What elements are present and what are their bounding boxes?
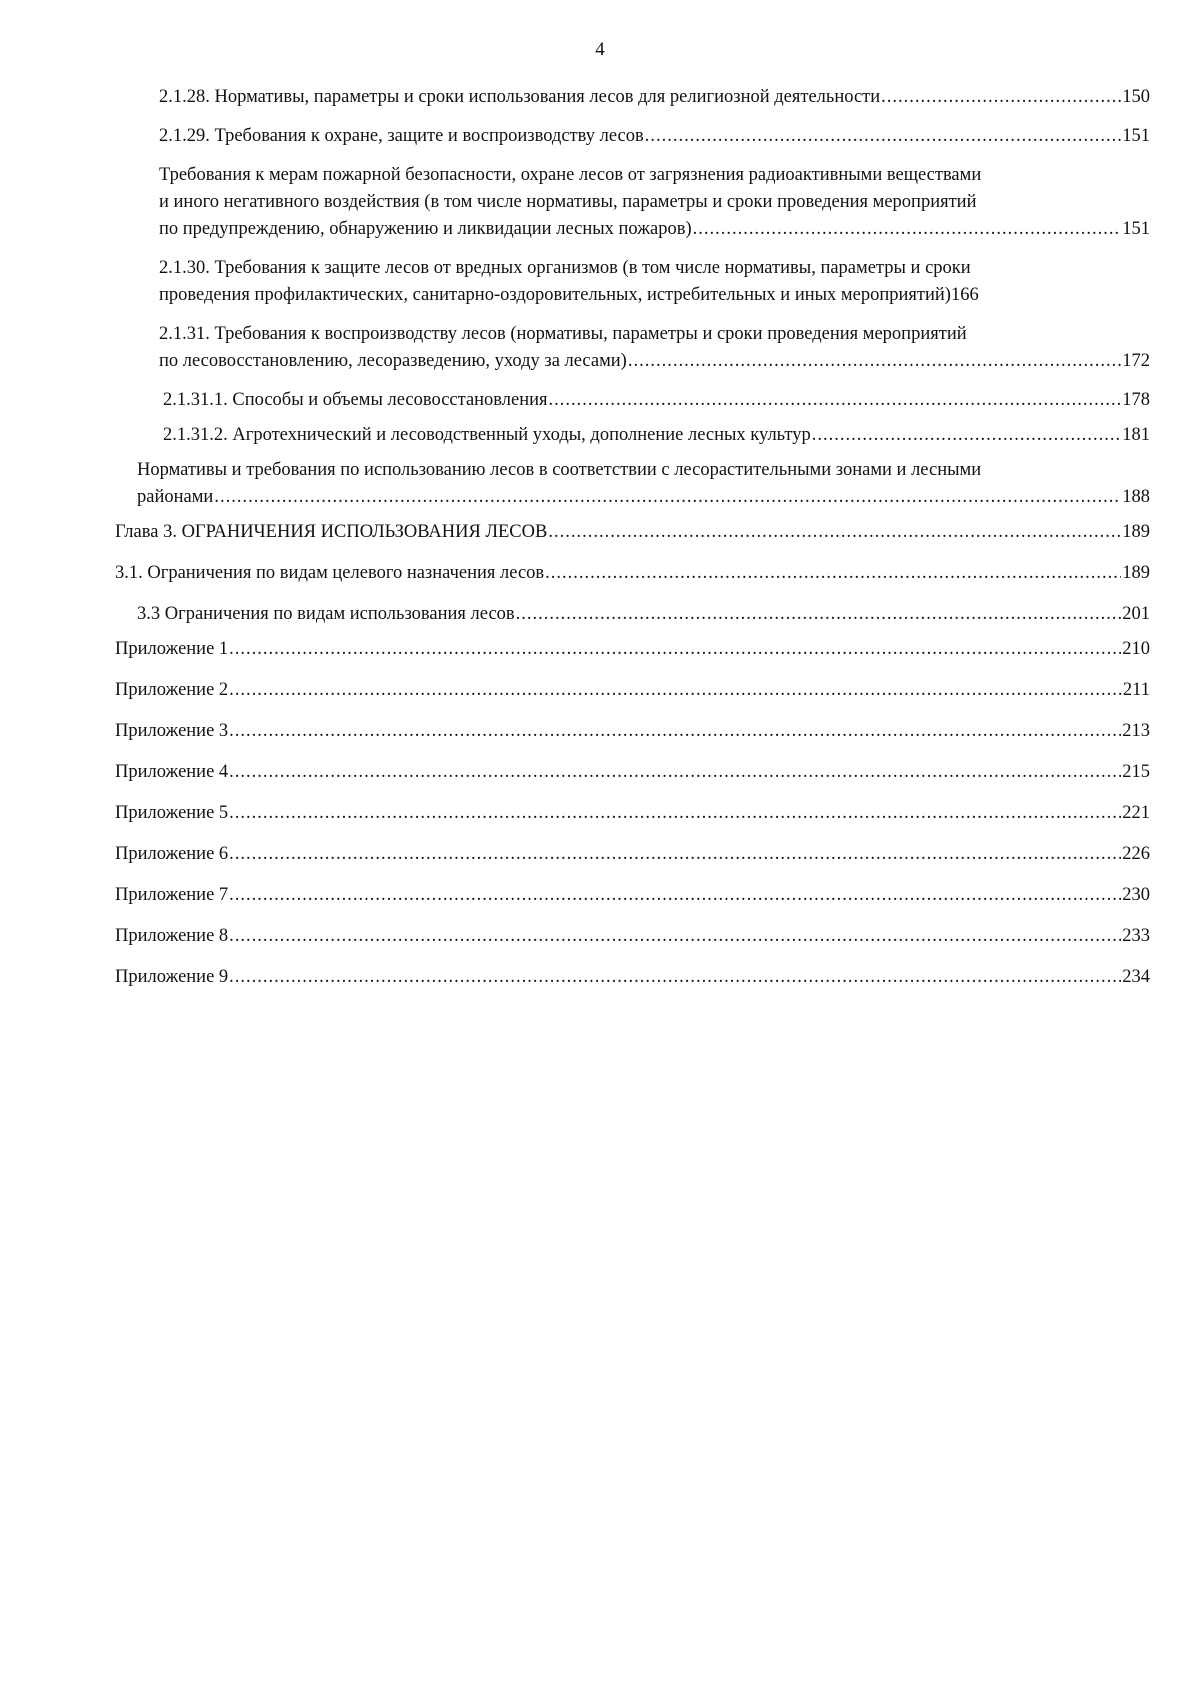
toc-entry-zone-norms[interactable]	[115, 457, 1150, 511]
toc-entry-appendix-3[interactable]	[115, 718, 1150, 745]
toc-leader-dots	[229, 964, 1121, 991]
toc-entry-title-line: по лесовосстановлению, лесоразведению, уходу за лесами)	[159, 351, 627, 371]
toc-leader-dots	[549, 387, 1122, 414]
toc-entry-appendix-6[interactable]	[115, 841, 1150, 868]
toc-entry-page: 189	[1122, 563, 1150, 583]
toc-leader-dots	[516, 601, 1122, 628]
toc-entry-appendix-9[interactable]	[115, 964, 1150, 991]
toc-entry-fire-safety[interactable]	[115, 162, 1150, 243]
toc-entry-title: Приложение 1	[115, 639, 229, 659]
toc-leader-dots	[229, 759, 1121, 786]
toc-entry-page: 188	[1122, 487, 1150, 507]
toc-entry-page: 215	[1122, 762, 1150, 782]
toc-entry-page: 201	[1122, 604, 1150, 624]
toc-entry-title: 2.1.31.1. Способы и объемы лесовосстановления	[163, 390, 548, 410]
table-of-contents	[115, 84, 1150, 991]
toc-entry-page: 234	[1122, 967, 1150, 987]
toc-leader-dots	[229, 841, 1121, 868]
toc-entry-page: 150	[1122, 87, 1150, 107]
toc-entry-title: Приложение 4	[115, 762, 229, 782]
toc-leader-dots	[229, 636, 1121, 663]
toc-entry-title: 2.1.31.2. Агротехнический и лесоводственный уходы, дополнение лесных культур	[163, 425, 811, 445]
toc-entry-3-3[interactable]	[115, 601, 1150, 628]
toc-leader-dots	[693, 216, 1122, 243]
toc-entry-title-line: 2.1.31. Требования к воспроизводству лесов (нормативы, параметры и сроки проведения мероприятий	[159, 324, 967, 344]
toc-entry-title: 2.1.28. Нормативы, параметры и сроки использования лесов для религиозной деятельности	[159, 87, 881, 107]
toc-entry-page: 211	[1122, 680, 1150, 700]
toc-entry-page: 181	[1122, 425, 1150, 445]
toc-entry-title-line: и иного негативного воздействия (в том числе нормативы, параметры и сроки проведения мероприятий	[159, 192, 977, 212]
toc-entry-title-line: районами	[137, 487, 214, 507]
toc-entry-appendix-1[interactable]	[115, 636, 1150, 663]
toc-entry-title: 3.1. Ограничения по видам целевого назначения лесов	[115, 563, 545, 583]
toc-entry-2-1-28[interactable]	[115, 84, 1150, 111]
toc-entry-page: 221	[1122, 803, 1150, 823]
toc-entry-title-line: проведения профилактических, санитарно-оздоровительных, истребительных и иных мероприятий)	[159, 285, 951, 305]
toc-entry-title: Приложение 8	[115, 926, 229, 946]
toc-entry-page: 210	[1122, 639, 1150, 659]
toc-entry-2-1-29[interactable]	[115, 123, 1150, 150]
toc-entry-page: 230	[1122, 885, 1150, 905]
toc-entry-page: 178	[1122, 390, 1150, 410]
toc-entry-title: Приложение 6	[115, 844, 229, 864]
toc-entry-title-line: Нормативы и требования по использованию лесов в соответствии с лесорастительными зонами и лесными	[137, 460, 982, 480]
toc-entry-page: 151	[1122, 219, 1150, 239]
toc-entry-page: 166	[950, 285, 979, 305]
toc-entry-page: 213	[1122, 721, 1150, 741]
toc-entry-title: Приложение 7	[115, 885, 229, 905]
toc-entry-page: 233	[1122, 926, 1150, 946]
toc-leader-dots	[548, 519, 1121, 546]
toc-entry-2-1-31[interactable]	[115, 321, 1150, 375]
toc-entry-chapter-3[interactable]	[115, 519, 1150, 546]
toc-entry-title-line: 2.1.30. Требования к защите лесов от вредных организмов (в том числе нормативы, параметры и сроки	[159, 258, 971, 278]
toc-leader-dots	[645, 123, 1122, 150]
toc-entry-title-line: по предупреждению, обнаружению и ликвидации лесных пожаров)	[159, 219, 692, 239]
toc-entry-title: Глава 3. ОГРАНИЧЕНИЯ ИСПОЛЬЗОВАНИЯ ЛЕСОВ	[115, 522, 548, 542]
toc-entry-appendix-8[interactable]	[115, 923, 1150, 950]
toc-leader-dots	[214, 484, 1121, 511]
toc-leader-dots	[229, 923, 1121, 950]
toc-entry-2-1-30[interactable]	[115, 255, 1150, 309]
toc-entry-appendix-2[interactable]	[115, 677, 1150, 704]
toc-entry-2-1-31-1[interactable]	[115, 387, 1150, 414]
toc-entry-title: Приложение 5	[115, 803, 229, 823]
toc-entry-page: 172	[1122, 351, 1150, 371]
toc-entry-title: Приложение 2	[115, 680, 229, 700]
toc-leader-dots	[628, 348, 1121, 375]
toc-entry-3-1[interactable]	[115, 560, 1150, 587]
toc-leader-dots	[812, 422, 1122, 449]
toc-entry-page: 189	[1122, 522, 1150, 542]
toc-entry-title: Приложение 3	[115, 721, 229, 741]
toc-leader-dots	[881, 84, 1121, 111]
toc-leader-dots	[229, 718, 1121, 745]
toc-entry-title: Приложение 9	[115, 967, 229, 987]
toc-entry-appendix-5[interactable]	[115, 800, 1150, 827]
toc-leader-dots	[545, 560, 1121, 587]
toc-entry-title: 2.1.29. Требования к охране, защите и воспроизводству лесов	[159, 126, 644, 146]
toc-entry-page: 226	[1122, 844, 1150, 864]
toc-entry-title: 3.3 Ограничения по видам использования лесов	[137, 604, 515, 624]
page-number: 4	[595, 39, 605, 60]
toc-entry-appendix-4[interactable]	[115, 759, 1150, 786]
toc-leader-dots	[229, 677, 1122, 704]
toc-leader-dots	[229, 800, 1121, 827]
toc-entry-page: 151	[1122, 126, 1150, 146]
toc-entry-2-1-31-2[interactable]	[115, 422, 1150, 449]
toc-entry-title-line: Требования к мерам пожарной безопасности, охране лесов от загрязнения радиоактивными веществами	[159, 165, 982, 185]
toc-leader-dots	[229, 882, 1121, 909]
toc-entry-appendix-7[interactable]	[115, 882, 1150, 909]
